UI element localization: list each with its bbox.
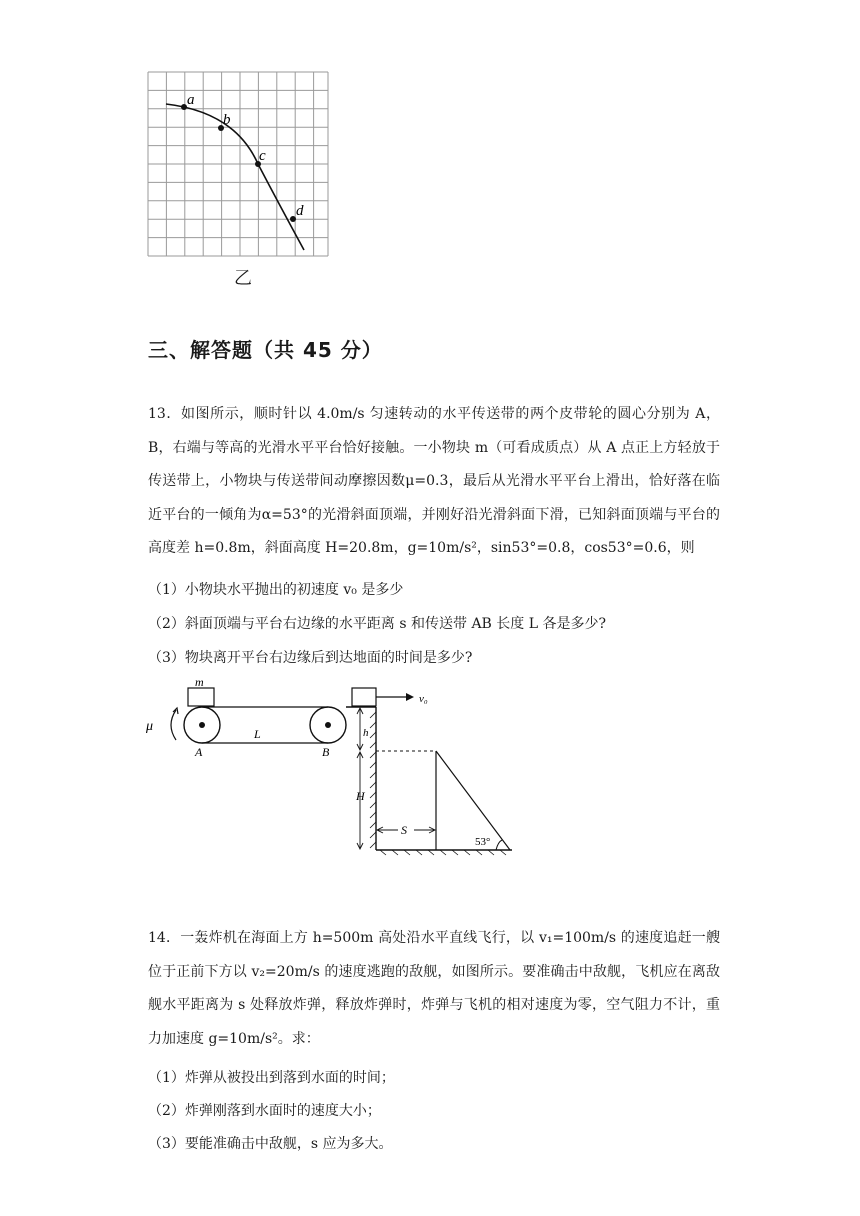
figure-yi-caption: 乙 [234, 268, 252, 289]
v0-arrow-head [406, 693, 414, 701]
label-A: A [195, 745, 203, 759]
incline-slope [436, 751, 510, 850]
pulley-b-center [325, 722, 331, 728]
rotation-arrow [171, 710, 176, 740]
label-m: m [195, 678, 204, 689]
conveyor-diagram [140, 678, 540, 858]
q14-sub1: （1）炸弹从被投出到落到水面的时间； [148, 1070, 395, 1086]
label-mu: μ [146, 719, 154, 734]
q13-sub3: （3）物块离开平台右边缘后到达地面的时间是多少? [148, 650, 473, 666]
label-L: L [254, 727, 261, 741]
block-m [188, 688, 214, 706]
section-title: 三、解答题（共 45 分） [148, 338, 383, 362]
label-d: d [296, 203, 304, 219]
conveyor-figure [140, 678, 540, 862]
q13-text: 如图所示，顺时针以 4.0m/s 匀速转动的水平传送带的两个皮带轮的圆心分别为 A，B，右端与等高的光滑水平平台恰好接触。一小物块 m（可看成质点）从 A 点正上方轻放于传送带上，小物块与传送带间动摩擦因数μ=0.3，最后从光滑水平平台上滑出，恰好落在临近平台的一倾角为α=53°的光滑斜面顶端，并刚好沿光滑斜面下滑，已知斜面顶端与平台的高度差 h=0.8m，斜面高度 H=20.8m，g=10m/s²，sin53°=0.8，cos53°=0.6，则 [148, 406, 720, 556]
label-a: a [187, 92, 195, 108]
q14-number: 14． [148, 930, 181, 946]
label-H: H [356, 789, 365, 803]
pulley-a-center [199, 722, 205, 728]
q14-stem [148, 922, 720, 1056]
label-angle: 53° [475, 836, 491, 848]
trajectory-grid-figure [140, 66, 340, 266]
wall-hatch [370, 712, 376, 848]
q13-stem [148, 398, 720, 566]
label-b: b [223, 112, 231, 128]
angle-arc [496, 840, 502, 850]
label-B: B [322, 745, 330, 759]
label-S: S [401, 823, 407, 837]
q13-number: 13． [148, 406, 181, 422]
q14-text: 一轰炸机在海面上方 h=500m 高处沿水平直线飞行，以 v₁=100m/s 的速度追赶一艘位于正前下方以 v₂=20m/s 的速度逃跑的敌舰，如图所示。要准确击中敌舰，飞机应在离敌舰水平距离为 s 处释放炸弹，释放炸弹时，炸弹与飞机的相对速度为零，空气阻力不计，重力加速度 g=10m/s²。求： [148, 930, 720, 1047]
q13-sub1: （1）小物块水平抛出的初速度 v₀ 是多少 [148, 582, 404, 598]
grid-lines [148, 72, 328, 256]
q14-sub2: （2）炸弹刚落到水面时的速度大小； [148, 1103, 381, 1119]
q14-sub3: （3）要能准确击中敌舰，s 应为多大。 [148, 1136, 393, 1152]
label-c: c [259, 148, 266, 164]
label-v0: v₀ [419, 693, 428, 705]
q13-sub2: （2）斜面顶端与平台右边缘的水平距离 s 和传送带 AB 长度 L 各是多少? [148, 616, 606, 632]
figure-yi [140, 66, 340, 270]
ground-hatch [380, 850, 506, 855]
trajectory-curve [166, 104, 304, 250]
label-h: h [363, 727, 369, 739]
block-on-platform [352, 688, 376, 706]
